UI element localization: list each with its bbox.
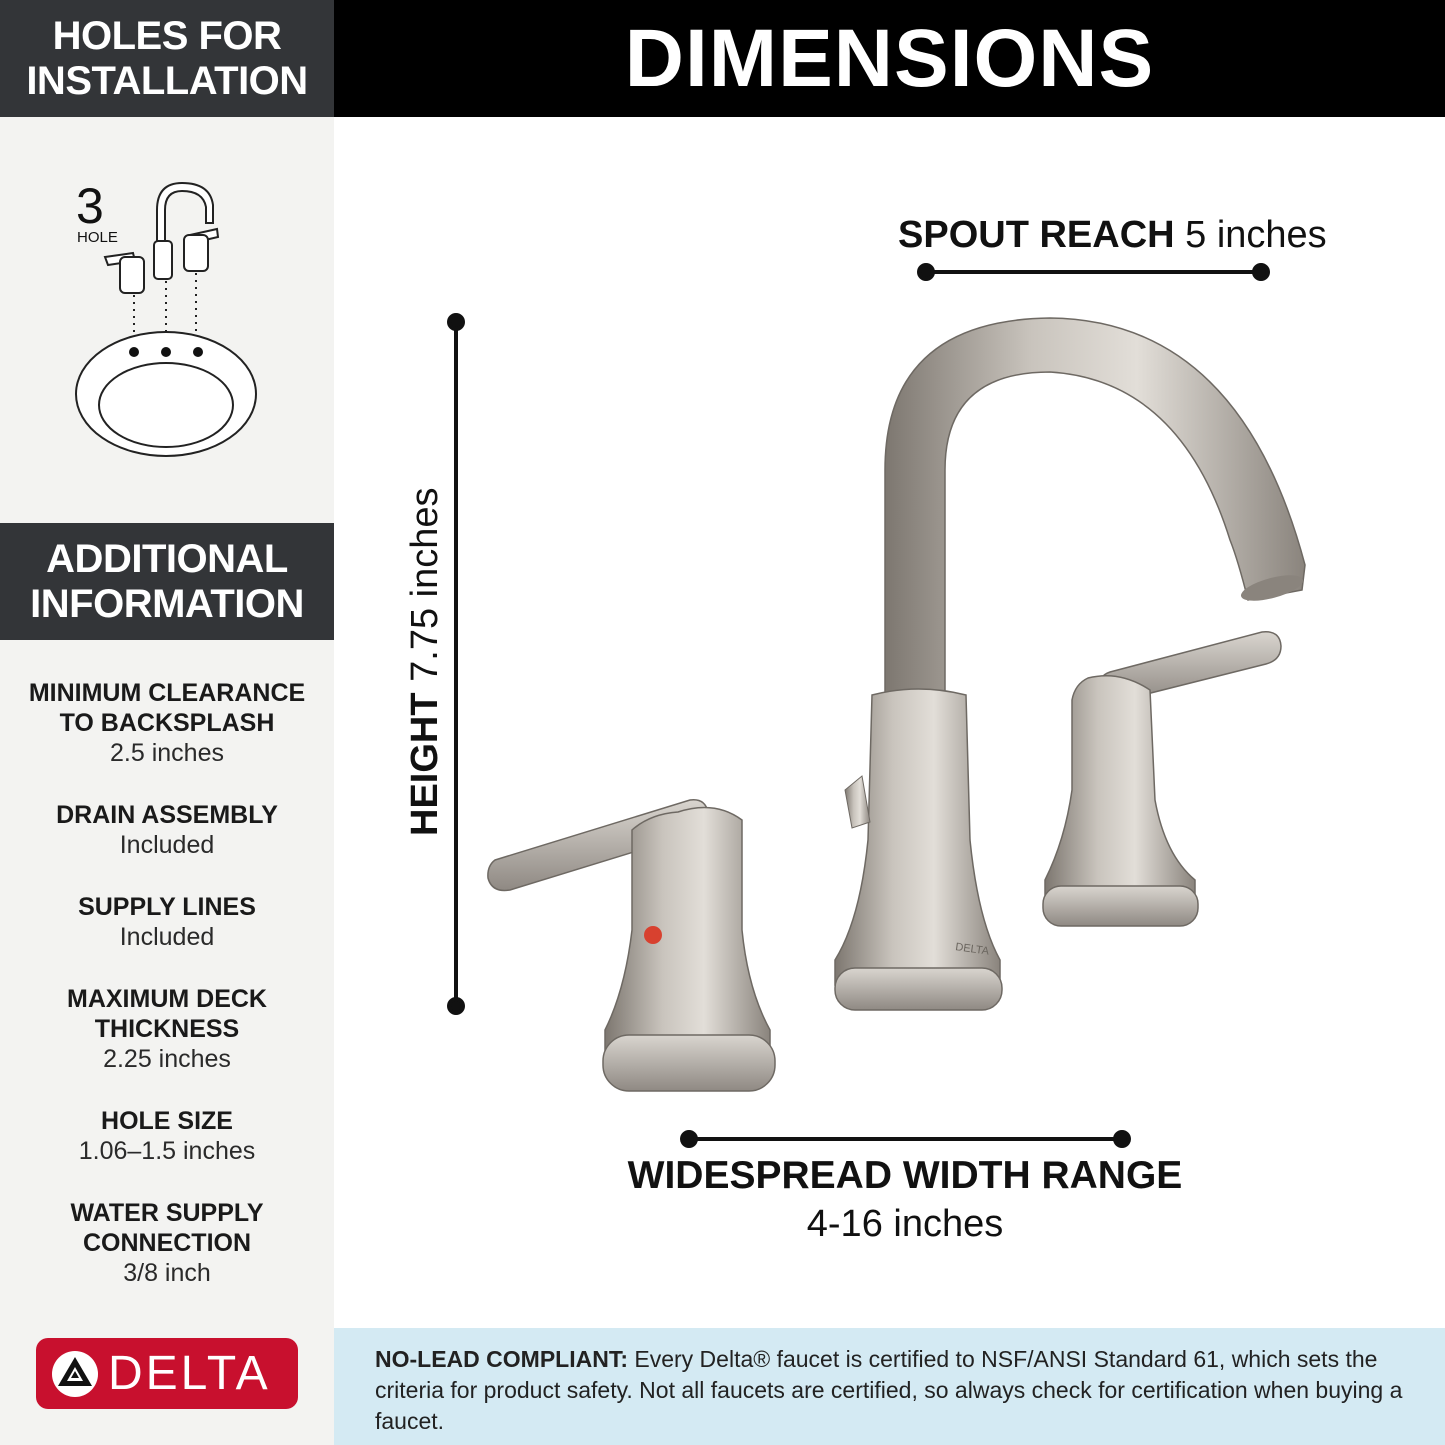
info-label: WATER SUPPLY CONNECTION — [70, 1199, 264, 1257]
center-body — [835, 689, 1002, 1010]
width-line — [682, 1132, 1129, 1146]
width-range-value: 4-16 inches — [806, 1203, 1004, 1245]
info-value: 2.5 inches — [110, 739, 224, 767]
hot-indicator — [644, 926, 662, 944]
info-value: 1.06–1.5 inches — [78, 1137, 256, 1165]
spout-reach-value: 5 inches — [1185, 214, 1327, 256]
info-value: Included — [119, 831, 215, 859]
info-value: 2.25 inches — [103, 1045, 231, 1073]
spout-reach-line — [919, 265, 1268, 279]
spout-reach-label: SPOUT REACH — [898, 214, 1175, 256]
height-value: 7.75 inches — [404, 487, 446, 682]
height-text — [404, 488, 447, 837]
width-range-label: WIDESPREAD WIDTH RANGE — [627, 1154, 1183, 1197]
info-value: Included — [119, 923, 215, 951]
info-label: MINIMUM CLEARANCE TO BACKSPLASH — [28, 679, 306, 737]
additional-heading-line2: INFORMATION — [30, 581, 304, 626]
height-line — [449, 315, 463, 1013]
faucet-mark: DELTA — [954, 941, 990, 958]
spout-reach-text — [898, 214, 1327, 257]
info-value: 3/8 inch — [123, 1259, 211, 1287]
notice-label: NO-LEAD COMPLIANT: — [375, 1346, 628, 1372]
cold-handle — [1043, 632, 1281, 926]
faucet-image — [470, 300, 1320, 1100]
info-label: SUPPLY LINES — [78, 893, 256, 921]
delta-wordmark: DELTA — [108, 1347, 271, 1400]
page-title: DIMENSIONS — [624, 12, 1155, 104]
width-range-text — [600, 1152, 1210, 1248]
info-label: MAXIMUM DECK THICKNESS — [67, 985, 267, 1043]
hole-count: 3 — [76, 178, 104, 234]
info-label: DRAIN ASSEMBLY — [56, 801, 278, 829]
additional-heading-line1: ADDITIONAL — [46, 536, 288, 581]
notice-text: Every Delta® faucet is certified to NSF/ANSI Standard 61, which sets the criteria for product safety. Not all faucets are certified, so always check for certification when buying a faucet. — [375, 1346, 1403, 1434]
holes-heading-line2: INSTALLATION — [26, 58, 308, 103]
info-label: HOLE SIZE — [101, 1107, 233, 1135]
no-lead-notice — [334, 1328, 1445, 1445]
hot-handle — [488, 800, 775, 1091]
height-label: HEIGHT — [404, 692, 446, 836]
holes-heading-line1: HOLES FOR — [52, 13, 282, 58]
hole-label: HOLE — [77, 229, 118, 246]
